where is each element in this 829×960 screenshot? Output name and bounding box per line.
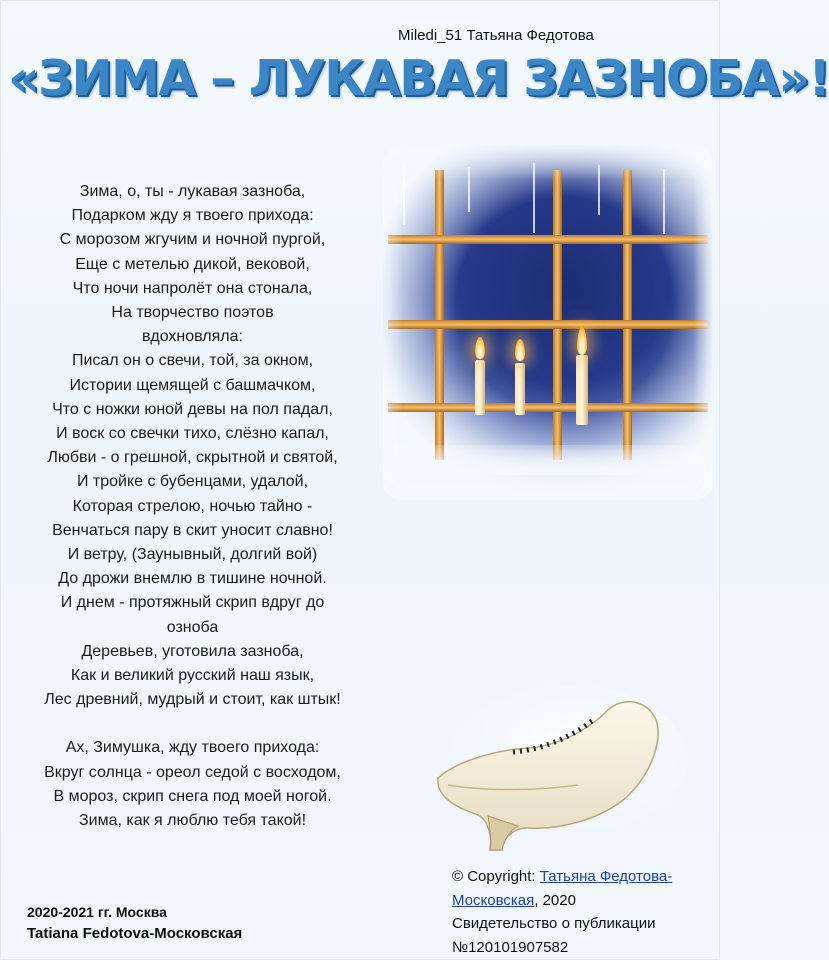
poem-line: Которая стрелою, ночью тайно - (72, 497, 313, 515)
image-vignette (383, 145, 713, 500)
poem-line: Что ночи напролёт она стонала, (72, 279, 313, 297)
footer-signature (27, 904, 242, 942)
poem-line: Еще с метелью дикой, вековой, (75, 255, 310, 273)
poem-line: И ветру, (Заунывный, долгий вой) (67, 546, 318, 564)
poem-line: Зима, о, ты - лукавая зазноба, (79, 183, 306, 200)
author-line: Miledi_51 Татьяна Федотова (398, 27, 594, 44)
poem-line: Вкруг солнца - ореол седой с восходом, (44, 763, 341, 781)
poem-line: И воск со свечки тихо, слёзно капал, (56, 425, 329, 443)
poem-line: Как и великий русский наш язык, (70, 667, 315, 685)
certificate-label: Свидетельство о публикации (452, 915, 656, 932)
poem-line: Деревьев, уготовила зазноба, (81, 642, 304, 660)
copyright-year: , 2020 (534, 891, 576, 909)
poem-line: И тройке с бубенцами, удалой, (76, 473, 309, 491)
stanza-gap (5, 712, 380, 736)
poem-line: В мороз, скрип снега под моей ногой. (53, 787, 332, 805)
copyright-block (452, 865, 714, 959)
poem-line: Любви - о грешной, скрытной и святой, (47, 449, 338, 467)
poem-line: До дрожи внемлю в тишине ночной. (58, 570, 327, 588)
copyright-prefix: © Copyright: (452, 868, 540, 885)
poem-line: На творчество поэтов (111, 304, 274, 322)
page-title: «ЗИМА – ЛУКАВАЯ ЗАЗНОБА»! (8, 50, 829, 107)
poem-line: Ах, Зимушка, жду твоего прихода: (65, 739, 320, 757)
certificate-number: №120101907582 (452, 938, 569, 956)
poem-line: озноба (166, 618, 219, 636)
poem-line: И днем - протяжный скрип вдруг до (60, 594, 325, 612)
footer-author: Tatiana Fedotova-Московская (27, 925, 243, 942)
poem-line: Венчаться пару в скит уносит славно! (52, 521, 333, 539)
poem-stanza-2 (5, 736, 380, 833)
slipper-image (418, 690, 678, 855)
poem-line: Зима, как я люблю тебя такой! (78, 812, 307, 830)
author-profile-link[interactable]: Татьяна Федотова-Московская (452, 868, 673, 909)
poem-line: С морозом жгучим и ночной пургой, (59, 231, 326, 249)
poem-line: Истории щемящей с башмачком, (69, 376, 316, 394)
poem-line: вдохновляла: (142, 328, 243, 346)
window-candles-image (383, 145, 713, 500)
footer-years-place: 2020-2021 гг. Москва (27, 904, 167, 920)
poem-stanza-1 (5, 180, 380, 712)
poem-line: Подарком жду я твоего прихода: (71, 207, 314, 225)
poem (5, 180, 380, 833)
poem-line: Лес древний, мудрый и стоит, как штык! (44, 691, 341, 709)
poem-line: Что с ножки юной девы на пол падал, (52, 400, 333, 418)
poem-line: Писал он о свечи, той, за окном, (71, 352, 314, 370)
